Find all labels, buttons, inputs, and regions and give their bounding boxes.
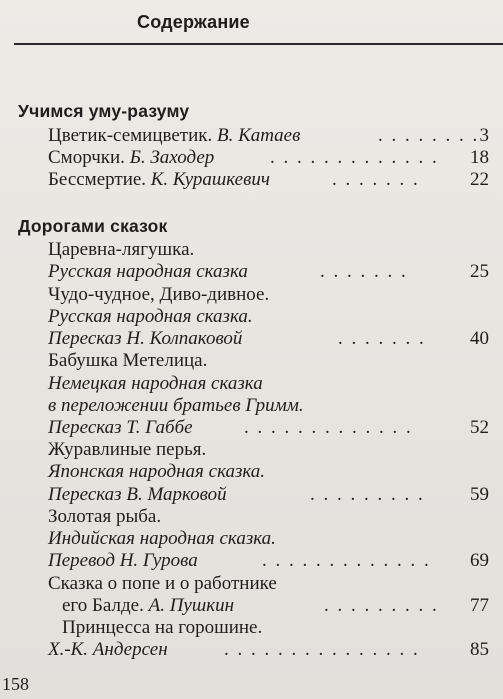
entry-title: Чудо-чудное, Диво-дивное. [48, 284, 270, 305]
toc-entry[interactable] [48, 572, 489, 596]
page-number: 158 [2, 674, 29, 694]
entry-subtitle: Перевод Н. Гурова [48, 550, 198, 571]
entry-title: Бессмертие. [48, 169, 147, 190]
entry-author: Б. Заходер [129, 147, 215, 168]
entry-leader-dots: . . . . . . . . . . . . . [262, 550, 431, 571]
entry-title: Бабушка Метелица. [48, 350, 208, 371]
toc-entry[interactable] [48, 527, 489, 551]
entry-subtitle: Пересказ Н. Колпаковой [48, 328, 243, 349]
toc-entry[interactable] [48, 372, 489, 396]
toc-entry[interactable] [48, 483, 489, 507]
entry-title: его Балде. [62, 595, 144, 616]
toc-entry[interactable] [48, 505, 489, 529]
entry-subtitle: Индийская народная сказка. [48, 528, 276, 549]
entry-subtitle: Русская народная сказка. [48, 306, 253, 327]
toc-entry[interactable] [48, 305, 489, 329]
entry-page: 52 [470, 417, 489, 438]
toc-entry[interactable] [62, 594, 489, 618]
entry-leader-dots: . . . . . . . . . [324, 595, 439, 616]
entry-leader-dots: . . . . . . . [332, 169, 420, 190]
entry-title: Принцесса на горошине. [62, 617, 263, 638]
entry-title: Золотая рыба. [48, 506, 162, 527]
entry-page: 18 [470, 147, 489, 168]
entry-leader-dots: . . . . . . . . . . . . . . . [224, 639, 420, 660]
entry-author: К. Курашкевич [150, 169, 270, 190]
toc-entry[interactable] [48, 146, 489, 170]
page-title: Содержание [137, 12, 250, 32]
entry-page: 3 [479, 125, 489, 146]
entry-page: 22 [470, 169, 489, 190]
entry-title: Цветик-семицветик. [48, 125, 213, 146]
section-title: Дорогами сказок [18, 216, 168, 236]
entry-author: А. Пушкин [148, 595, 235, 616]
entry-subtitle: Русская народная сказка [48, 261, 248, 282]
entry-leader-dots: . . . . . . . [338, 328, 426, 349]
toc-entry[interactable] [48, 349, 489, 373]
entry-title: Сморчки. [48, 147, 125, 168]
toc-entry[interactable] [48, 168, 489, 192]
toc-entry[interactable] [48, 394, 489, 418]
toc-entry[interactable] [48, 416, 489, 440]
toc-entry[interactable] [48, 438, 489, 462]
toc-entry[interactable] [48, 283, 489, 307]
entry-title: Сказка о попе и о работнике [48, 573, 277, 594]
entry-title: Журавлиные перья. [48, 439, 207, 460]
entry-page: 77 [470, 595, 489, 616]
toc-entry[interactable] [48, 260, 489, 284]
entry-subtitle: Х.-К. Андерсен [48, 639, 168, 660]
toc-entry[interactable] [48, 238, 489, 262]
toc-entry[interactable] [48, 638, 489, 662]
entry-page: 69 [470, 550, 489, 571]
entry-page: 25 [470, 261, 489, 282]
entry-title: Царевна-лягушка. [48, 239, 195, 260]
entry-leader-dots: . . . . . . . [320, 261, 408, 282]
entry-leader-dots: . . . . . . . . . [310, 484, 425, 505]
entry-page: 59 [470, 484, 489, 505]
header-divider [14, 43, 503, 45]
entry-leader-dots: . . . . . . . . [378, 125, 480, 146]
entry-subtitle: Пересказ Т. Габбе [48, 417, 193, 438]
entry-subtitle: Пересказ В. Марковой [48, 484, 227, 505]
section-title: Учимся уму-разуму [18, 101, 190, 121]
toc-entry[interactable] [62, 616, 489, 640]
entry-subtitle: в переложении братьев Гримм. [48, 395, 304, 416]
entry-page: 40 [470, 328, 489, 349]
entry-page: 85 [470, 639, 489, 660]
entry-leader-dots: . . . . . . . . . . . . . [270, 147, 439, 168]
toc-entry[interactable] [48, 124, 489, 148]
toc-entry[interactable] [48, 549, 489, 573]
entry-leader-dots: . . . . . . . . . . . . . [244, 417, 413, 438]
entry-author: В. Катаев [217, 125, 301, 146]
toc-entry[interactable] [48, 327, 489, 351]
entry-subtitle: Японская народная сказка. [48, 461, 266, 482]
entry-subtitle: Немецкая народная сказка [48, 373, 263, 394]
toc-entry[interactable] [48, 460, 489, 484]
